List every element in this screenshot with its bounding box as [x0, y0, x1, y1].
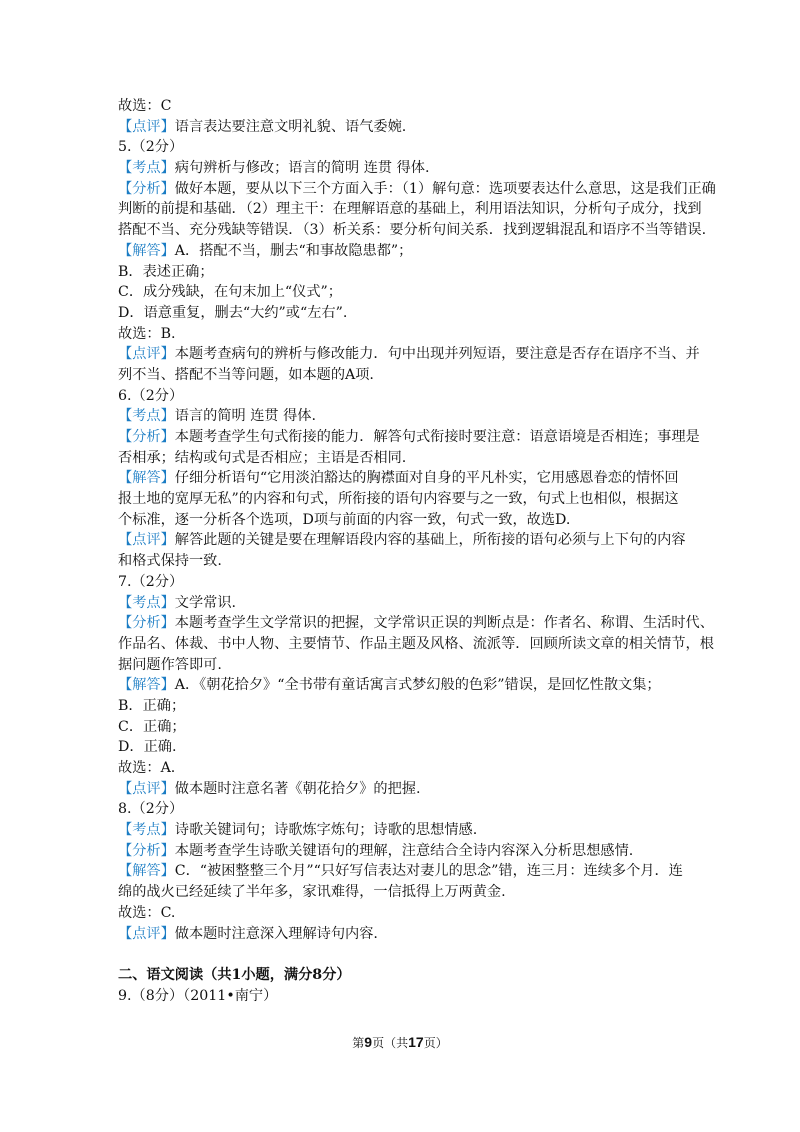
line-text: 作品名、体裁、书中人物、主要情节、作品主题及风格、流派等．回顾所读文章的相关情节，根: [118, 635, 714, 652]
text-line: [118, 572, 686, 593]
total-pages-number: 17: [408, 1034, 424, 1050]
text-line: [118, 613, 714, 634]
answer-lines: [118, 96, 716, 944]
line-text: 本题考查病句的辨析与修改能力．句中出现并列短语，要注意是否存在语序不当、并: [174, 346, 700, 363]
text-line: [118, 820, 686, 841]
section-tag: 【解答】: [118, 677, 175, 694]
line-text: 语言的简明 连贯 得体.: [174, 408, 316, 425]
line-text: 列不当、搭配不当等问题，如本题的A项.: [118, 366, 374, 383]
line-text: D．正确.: [118, 739, 177, 756]
text-line: [118, 427, 700, 448]
text-line: [118, 675, 686, 696]
text-line: [118, 137, 686, 158]
section-tag: 【考点】: [118, 408, 175, 425]
line-text: 据问题作答即可.: [118, 656, 222, 673]
line-text: 否相承；结构或句式是否相应；主语是否相同.: [118, 449, 407, 466]
line-text: A．搭配不当，删去“和事故隐患都”；: [174, 242, 413, 259]
text-line: [118, 903, 686, 924]
text-line: [118, 593, 686, 614]
text-line: [118, 634, 714, 655]
current-page-number: 9: [364, 1034, 373, 1050]
text-line: [118, 861, 686, 882]
line-text: B．正确；: [118, 697, 186, 714]
section-tag: 【解答】: [118, 242, 175, 259]
line-text: 判断的前提和基础．（2）理主干：在理解语意的基础上，利用语法知识，分析句子成分，找到: [118, 201, 702, 218]
text-line: [118, 406, 686, 427]
line-text: 和格式保持一致.: [118, 553, 222, 570]
line-text: 仔细分析语句“它用淡泊豁达的胸襟面对自身的平凡朴实，它用感恩眷恋的情怀回: [174, 470, 679, 487]
section-tag: 【点评】: [118, 346, 175, 363]
text-line: [118, 530, 686, 551]
text-line: [118, 551, 686, 572]
line-text: 搭配不当、充分残缺等错误．（3）析关系：要分析句间关系．找到逻辑混乱和语序不当等错误.: [118, 222, 707, 239]
footer-suffix: 页）: [423, 1036, 448, 1050]
section-tag: 【分析】: [118, 842, 175, 859]
line-text: D．语意重复，删去“大约”或“左右”.: [118, 304, 348, 321]
line-text: B．表述正确；: [118, 263, 214, 280]
line-text: 7.（2分）: [118, 573, 184, 590]
section-tag: 【分析】: [118, 615, 175, 632]
line-text: A．《朝花拾夕》“全书带有童话寓言式梦幻般的色彩”错误，是回忆性散文集；: [174, 677, 661, 694]
footer-prefix: 第: [352, 1036, 365, 1050]
text-line: [118, 365, 686, 386]
line-text: 个标准，逐一分析各个选项，D项与前面的内容一致，句式一致，故选D.: [118, 511, 571, 528]
footer-mid: 页（共: [372, 1036, 409, 1050]
line-text: 故选：A.: [118, 760, 176, 776]
section-tag: 【分析】: [118, 429, 175, 445]
line-text: 故选：B.: [118, 325, 176, 342]
section-tag: 【分析】: [118, 180, 175, 197]
section-tag: 【点评】: [118, 118, 175, 135]
text-line: [118, 882, 686, 903]
text-line: [118, 799, 686, 820]
line-text: 做好本题，要从以下三个方面入手：（1）解句意：选项要表达什么意思，这是我们正确: [174, 180, 716, 197]
text-line: [118, 655, 686, 676]
text-line: [118, 510, 686, 531]
text-line: [118, 737, 686, 758]
line-text: 5.（2分）: [118, 139, 184, 156]
text-line: [118, 262, 686, 283]
line-text: 报土地的宽厚无私”的内容和句式，所衔接的语句内容要与之一致，句式上也相似，根据这: [118, 491, 679, 508]
line-text: 做本题时注意名著《朝花拾夕》的把握.: [174, 780, 421, 797]
question-header: 9.（8分）（2011•南宁）: [118, 987, 278, 1004]
text-line: [118, 779, 686, 800]
text-line: [118, 717, 686, 738]
line-text: 语言表达要注意文明礼貌、语气委婉.: [174, 118, 407, 135]
line-text: 故选：C.: [118, 904, 176, 921]
text-line: [118, 158, 686, 179]
text-line: [118, 386, 686, 407]
text-line: [118, 199, 702, 220]
line-text: 绵的战火已经延续了半年多，家讯难得，一信抵得上万两黄金.: [118, 884, 506, 901]
line-text: 文学常识.: [174, 594, 237, 611]
section-tag: 【解答】: [118, 863, 175, 880]
text-line: [118, 96, 686, 117]
section-tag: 【点评】: [118, 780, 175, 797]
text-line: [118, 220, 707, 241]
line-text: C．成分残缺，在句末加上“仪式”；: [118, 284, 342, 301]
line-text: C．“被困整整三个月”“只好写信表达对妻儿的思念”错，连三月：连续多个月．连: [174, 863, 683, 880]
section-tag: 【点评】: [118, 532, 175, 549]
section-tag: 【考点】: [118, 594, 175, 611]
line-text: 6.（2分）: [118, 387, 184, 404]
text-line: [118, 758, 686, 779]
line-text: 故选：C: [118, 98, 172, 114]
text-line: [118, 448, 686, 469]
text-line: [118, 241, 686, 262]
line-text: 病句辨析与修改；语言的简明 连贯 得体.: [174, 160, 430, 177]
line-text: 诗歌关键词句；诗歌炼字炼句；诗歌的思想情感.: [174, 822, 478, 839]
section-tag: 【点评】: [118, 925, 175, 942]
text-line: [118, 344, 700, 365]
section-tag: 【解答】: [118, 470, 175, 487]
text-line: [118, 282, 686, 303]
line-text: 做本题时注意深入理解诗句内容.: [174, 925, 378, 942]
text-line: [118, 924, 686, 945]
document-body: [118, 96, 716, 1007]
line-text: C．正确；: [118, 718, 186, 735]
page-footer: [0, 1034, 800, 1051]
text-line: [118, 324, 686, 345]
line-text: 本题考查学生诗歌关键语句的理解，注意结合全诗内容深入分析思想感情.: [174, 842, 634, 859]
section-tag: 【考点】: [118, 822, 175, 839]
text-line: [118, 696, 686, 717]
text-line: [118, 468, 686, 489]
line-text: 本题考查学生文学常识的把握，文学常识正误的判断点是：作者名、称谓、生活时代、: [174, 615, 714, 632]
section-title: 二、语文阅读（共1小题，满分8分）: [118, 967, 351, 984]
section-tag: 【考点】: [118, 160, 175, 177]
line-text: 8.（2分）: [118, 801, 184, 818]
text-line: [118, 303, 686, 324]
line-text: 解答此题的关键是要在理解语段内容的基础上，所衔接的语句必须与上下句的内容: [174, 532, 686, 549]
line-text: 本题考查学生句式衔接的能力．解答句式衔接时要注意：语意语境是否相连；事理是: [174, 429, 700, 445]
text-line: [118, 117, 686, 138]
text-line: [118, 179, 716, 200]
text-line: [118, 841, 686, 862]
text-line: [118, 489, 686, 510]
